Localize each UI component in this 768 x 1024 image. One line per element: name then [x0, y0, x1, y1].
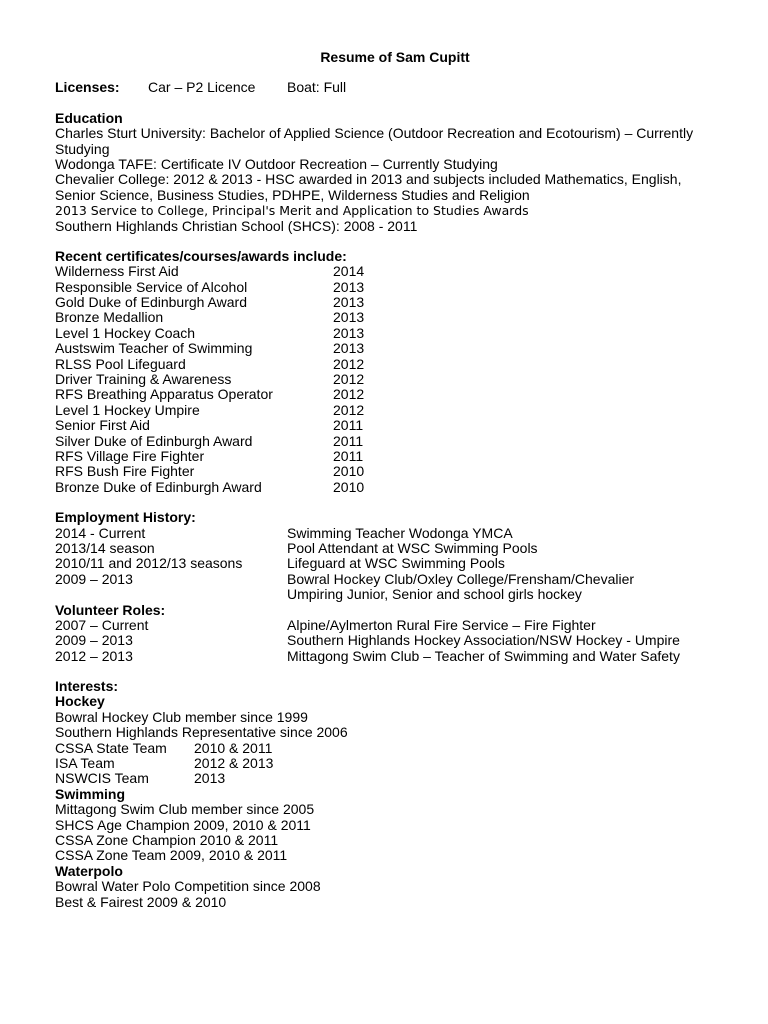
certificate-name: Austswim Teacher of Swimming — [55, 340, 253, 357]
employment-role: Umpiring Junior, Senior and school girls hockey — [287, 586, 582, 603]
certificate-row — [55, 357, 735, 372]
car-licence: Car – P2 Licence — [148, 79, 256, 96]
hockey-team-row — [55, 756, 735, 771]
hockey-team-years: 2013 — [194, 770, 226, 787]
certificate-name: RLSS Pool Lifeguard — [55, 355, 186, 372]
certificate-row — [55, 310, 735, 325]
certificate-year: 2012 — [333, 401, 365, 418]
volunteer-role: Alpine/Aylmerton Rural Fire Service – Fire Fighter — [287, 616, 596, 633]
certificate-name: Responsible Service of Alcohol — [55, 278, 248, 295]
certificate-name: RFS Bush Fire Fighter — [55, 463, 195, 480]
volunteer-period: 2007 – Current — [55, 616, 149, 633]
employment-row — [55, 526, 735, 541]
certificate-name: Bronze Duke of Edinburgh Award — [55, 478, 262, 495]
employment-row — [55, 587, 735, 602]
certificate-year: 2010 — [333, 463, 365, 480]
certificates-heading: Recent certificates/courses/awards include: — [55, 247, 347, 264]
resume-page — [55, 50, 735, 910]
certificate-year: 2013 — [333, 294, 365, 311]
spacer — [55, 96, 735, 111]
education-line: 2013 Service to College, Principal's Merit and Application to Studies Awards — [55, 203, 529, 219]
hockey-heading: Hockey — [55, 693, 105, 710]
page-title: Resume of Sam Cupitt — [320, 49, 470, 65]
swimming-line: Mittagong Swim Club member since 2005 — [55, 801, 315, 818]
certificate-row — [55, 295, 735, 310]
employment-period: 2013/14 season — [55, 539, 155, 556]
certificate-year: 2011 — [333, 432, 364, 449]
volunteer-row — [55, 633, 735, 648]
employment-period: 2010/11 and 2012/13 seasons — [55, 555, 243, 572]
certificate-year: 2013 — [333, 340, 365, 357]
certificate-row — [55, 264, 735, 279]
employment-role: Swimming Teacher Wodonga YMCA — [287, 524, 513, 541]
education-line: Studying — [55, 140, 110, 157]
employment-row — [55, 541, 735, 556]
volunteer-row — [55, 618, 735, 633]
waterpolo-heading: Waterpolo — [55, 862, 123, 879]
hockey-team-row — [55, 771, 735, 786]
education-line: Charles Sturt University: Bachelor of Applied Science (Outdoor Recreation and Ecotourism) – Currently — [55, 125, 694, 142]
volunteer-period: 2012 – 2013 — [55, 647, 133, 664]
swimming-heading: Swimming — [55, 785, 126, 802]
education-line: Senior Science, Business Studies, PDHPE, Wilderness Studies and Religion — [55, 186, 530, 203]
swimming-line: CSSA Zone Team 2009, 2010 & 2011 — [55, 847, 288, 864]
education-line: Southern Highlands Christian School (SHCS): 2008 - 2011 — [55, 217, 418, 234]
hockey-team: CSSA State Team — [55, 739, 167, 756]
certificate-year: 2012 — [333, 386, 365, 403]
certificate-row — [55, 372, 735, 387]
certificate-row — [55, 280, 735, 295]
volunteer-role: Mittagong Swim Club – Teacher of Swimming and Water Safety — [287, 647, 680, 664]
employment-list — [55, 526, 735, 603]
hockey-team-years: 2012 & 2013 — [194, 755, 274, 772]
interests-heading: Interests: — [55, 678, 119, 695]
certificate-year: 2013 — [333, 324, 365, 341]
volunteer-list — [55, 618, 735, 664]
boat-licence: Boat: Full — [287, 79, 347, 96]
employment-role: Lifeguard at WSC Swimming Pools — [287, 555, 505, 572]
employment-period: 2014 - Current — [55, 524, 146, 541]
spacer — [55, 664, 735, 679]
certificate-row — [55, 387, 735, 402]
education-line: Wodonga TAFE: Certificate IV Outdoor Recreation – Currently Studying — [55, 155, 498, 172]
employment-row — [55, 572, 735, 587]
spacer — [55, 495, 735, 510]
certificate-year: 2011 — [333, 417, 364, 434]
certificate-year: 2013 — [333, 309, 365, 326]
licenses-label: Licenses: — [55, 79, 120, 96]
hockey-line: Bowral Hockey Club member since 1999 — [55, 708, 308, 725]
volunteer-row — [55, 649, 735, 664]
certificate-row — [55, 341, 735, 356]
certificate-name: Level 1 Hockey Coach — [55, 324, 196, 341]
employment-period: 2009 – 2013 — [55, 570, 133, 587]
volunteer-heading: Volunteer Roles: — [55, 601, 166, 618]
hockey-team: ISA Team — [55, 755, 115, 772]
certificate-row — [55, 326, 735, 341]
certificate-row — [55, 418, 735, 433]
spacer — [55, 234, 735, 249]
certificate-year: 2014 — [333, 263, 365, 280]
certificate-year: 2010 — [333, 478, 365, 495]
certificate-name: RFS Breathing Apparatus Operator — [55, 386, 273, 403]
certificate-name: Driver Training & Awareness — [55, 371, 232, 388]
swimming-line: CSSA Zone Champion 2010 & 2011 — [55, 831, 279, 848]
hockey-line: Southern Highlands Representative since 2006 — [55, 724, 348, 741]
certificate-year: 2013 — [333, 278, 365, 295]
certificate-name: Wilderness First Aid — [55, 263, 179, 280]
education-line: Chevalier College: 2012 & 2013 - HSC awarded in 2013 and subjects included Mathematics, English, — [55, 171, 682, 188]
certificate-name: Senior First Aid — [55, 417, 150, 434]
certificates-list — [55, 264, 735, 495]
certificate-name: Silver Duke of Edinburgh Award — [55, 432, 253, 449]
certificate-year: 2012 — [333, 355, 365, 372]
certificate-name: Level 1 Hockey Umpire — [55, 401, 200, 418]
certificate-name: RFS Village Fire Fighter — [55, 447, 205, 464]
education-heading: Education — [55, 109, 123, 126]
licenses-row — [55, 80, 735, 95]
certificate-year: 2012 — [333, 371, 365, 388]
certificate-name: Bronze Medallion — [55, 309, 164, 326]
employment-role: Bowral Hockey Club/Oxley College/Frensham/Chevalier — [287, 570, 635, 587]
certificate-row — [55, 464, 735, 479]
hockey-team: NSWCIS Team — [55, 770, 149, 787]
volunteer-role: Southern Highlands Hockey Association/NSW Hockey - Umpire — [287, 632, 680, 649]
certificate-name: Gold Duke of Edinburgh Award — [55, 294, 247, 311]
employment-role: Pool Attendant at WSC Swimming Pools — [287, 539, 538, 556]
certificate-year: 2011 — [333, 447, 364, 464]
certificate-row — [55, 480, 735, 495]
hockey-team-row — [55, 741, 735, 756]
waterpolo-line: Bowral Water Polo Competition since 2008 — [55, 878, 321, 895]
waterpolo-line: Best & Fairest 2009 & 2010 — [55, 893, 227, 910]
certificate-row — [55, 434, 735, 449]
employment-row — [55, 556, 735, 571]
swimming-line: SHCS Age Champion 2009, 2010 & 2011 — [55, 816, 311, 833]
volunteer-period: 2009 – 2013 — [55, 632, 133, 649]
certificate-row — [55, 449, 735, 464]
certificate-row — [55, 403, 735, 418]
spacer — [55, 65, 735, 80]
hockey-team-years: 2010 & 2011 — [194, 739, 273, 756]
employment-heading: Employment History: — [55, 509, 196, 526]
